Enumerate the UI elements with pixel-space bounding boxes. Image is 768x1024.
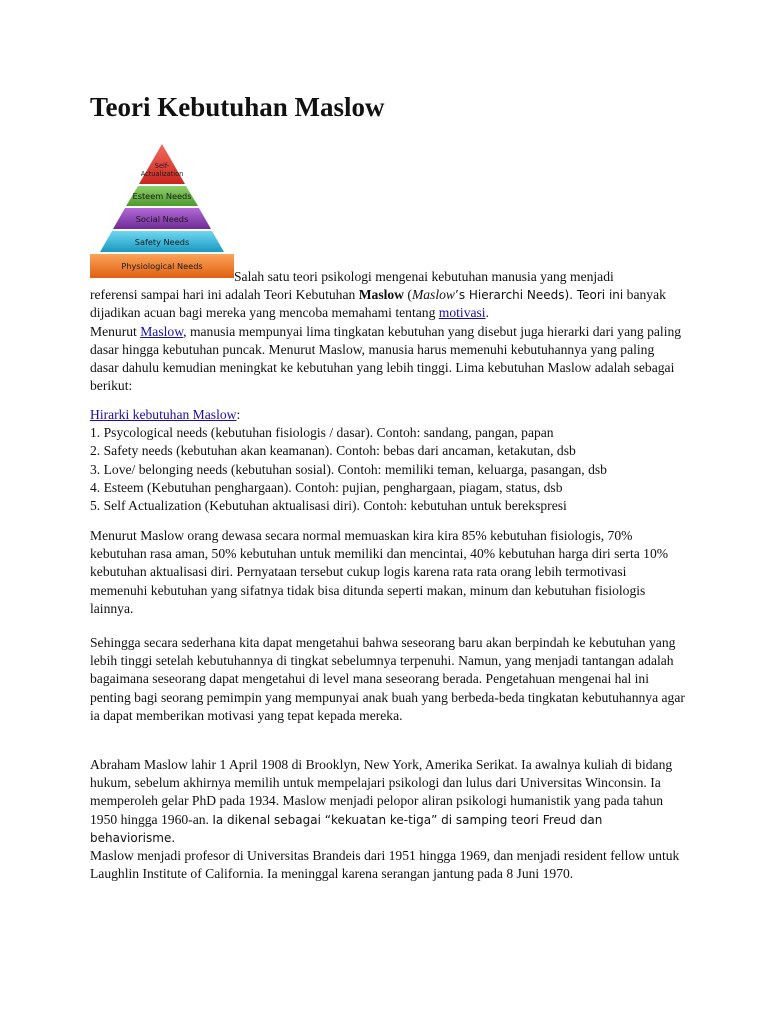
maslow-link[interactable]: Maslow	[140, 323, 184, 339]
menurut-maslow-paragraph	[90, 323, 686, 396]
hierarchy-heading	[90, 406, 686, 424]
pyramid-label-self-1: Self-	[154, 162, 170, 170]
intro-text: Menurut	[90, 323, 141, 339]
maslow-italic: Maslow	[411, 287, 455, 303]
intro-text: banyak dijadikan acuan bagi mereka yang mencoba memahami tentang	[90, 287, 666, 321]
intro-text: (	[404, 287, 412, 303]
hierarki-link[interactable]: Hirarki kebutuhan Maslow	[90, 407, 237, 422]
pyramid-label-self-2: Actualization	[140, 170, 184, 178]
hierarchy-item: 3. Love/ belonging needs (kebutuhan sosial). Contoh: memiliki teman, keluarga, pasangan, dsb	[90, 461, 607, 477]
intro-paragraph	[90, 268, 686, 323]
sehingga-paragraph	[90, 634, 686, 725]
pyramid-label-social: Social Needs	[135, 214, 189, 224]
pyramid-label-physiological: Physiological Needs	[121, 261, 203, 271]
intro-text: , manusia mempunyai lima tingkatan kebutuhan yang disebut juga hierarki dari yang paling dasar hingga kebutuhan puncak. Menurut Maslow, manusia harus memenuhi kebutuhannya yang paling dasar dahulu kemudian meningkat ke kebutuhan yang lebih tinggi. Lima kebutuhan Maslow adalah sebagai berikut:	[90, 323, 682, 394]
pyramid-label-safety: Safety Needs	[134, 237, 190, 247]
motivasi-link[interactable]: motivasi	[438, 305, 486, 321]
intro-text-sans: ’s Hierarchi Needs). Teori ini	[455, 288, 624, 303]
sehingga-text: Sehingga secara sederhana kita dapat mengetahui bahwa seseorang baru akan berpindah ke kebutuhan yang lebih tinggi setelah kebutuhannya di tingkat sebelumnya terpenuhi. Namun, yang menjadi tantangan adalah bagaimana seseorang dapat mengetahui di level mana seseorang berada. Pengetahuan mengenai hal ini penting bagi seorang pemimpin yang mempunyai anak buah yang berbeda-beda tingkatan kebutuhannya agar ia dapat memberikan motivasi yang tepat kepada mereka.	[90, 635, 685, 723]
hierarchy-item: 5. Self Actualization (Kebutuhan aktualisasi diri). Contoh: kebutuhan untuk berekspresi	[90, 498, 567, 514]
biography-paragraph	[90, 756, 686, 847]
biography-section	[90, 756, 686, 883]
maslow-pyramid-image	[90, 142, 234, 279]
intro-section	[90, 268, 686, 395]
heading-colon: :	[236, 407, 241, 422]
biography-text-sans: Ia dikenal sebagai “kekuatan ke-tiga” di samping teori Freud dan behaviorisme.	[90, 812, 603, 845]
intro-line-1: Salah satu teori psikologi mengenai kebutuhan manusia yang menjadi	[234, 269, 614, 284]
hierarchy-item: 4. Esteem (Kebutuhan penghargaan). Contoh: pujian, penghargaan, piagam, status, dsb	[90, 479, 563, 495]
pyramid-label-esteem: Esteem Needs	[132, 191, 192, 201]
biography-text: Abraham Maslow lahir 1 April 1908 di Brooklyn, New York, Amerika Serikat. Ia awalnya kuliah di bidang hukum, sebelum akhirnya memilih untuk mempelajari psikologi dan lulus dari Universitas Winconsin. Ia memperoleh gelar PhD pada 1934. Maslow menjadi pelopor aliran psikologi humanistik yang pada tahun 1950 hingga 1960-an.	[90, 757, 673, 827]
page-title: Teori Kebutuhan Maslow	[90, 92, 385, 122]
statistics-text: Menurut Maslow orang dewasa secara normal memuaskan kira kira 85% kebutuhan fisiologis, 70% kebutuhan rasa aman, 50% kebutuhan untuk memiliki dan mencintai, 40% kebutuhan harga diri serta 10% kebutuhan aktualisasi diri. Pernyataan tersebut cukup logis karena rata rata orang lebih termotivasi memenuhi kebutuhan yang sifatnya tidak bisa ditunda seperti makan, minum dan kebutuhan fisiologis lainnya.	[90, 528, 669, 616]
hierarchy-section	[90, 406, 686, 515]
intro-text: .	[485, 305, 489, 321]
hierarchy-item: 1. Psycological needs (kebutuhan fisiologis / dasar). Contoh: sandang, pangan, papan	[90, 425, 554, 441]
biography-final-text: Maslow menjadi profesor di Universitas Brandeis dari 1951 hingga 1969, dan menjadi resident fellow untuk Laughlin Institute of California. Ia meninggal karena serangan jantung pada 8 Juni 1970.	[90, 848, 680, 882]
statistics-paragraph	[90, 527, 686, 618]
intro-text: referensi sampai hari ini adalah Teori Kebutuhan	[90, 287, 359, 303]
maslow-bold: Maslow	[358, 287, 404, 303]
hierarchy-item: 2. Safety needs (kebutuhan akan keamanan). Contoh: bebas dari ancaman, ketakutan, dsb	[90, 443, 576, 459]
